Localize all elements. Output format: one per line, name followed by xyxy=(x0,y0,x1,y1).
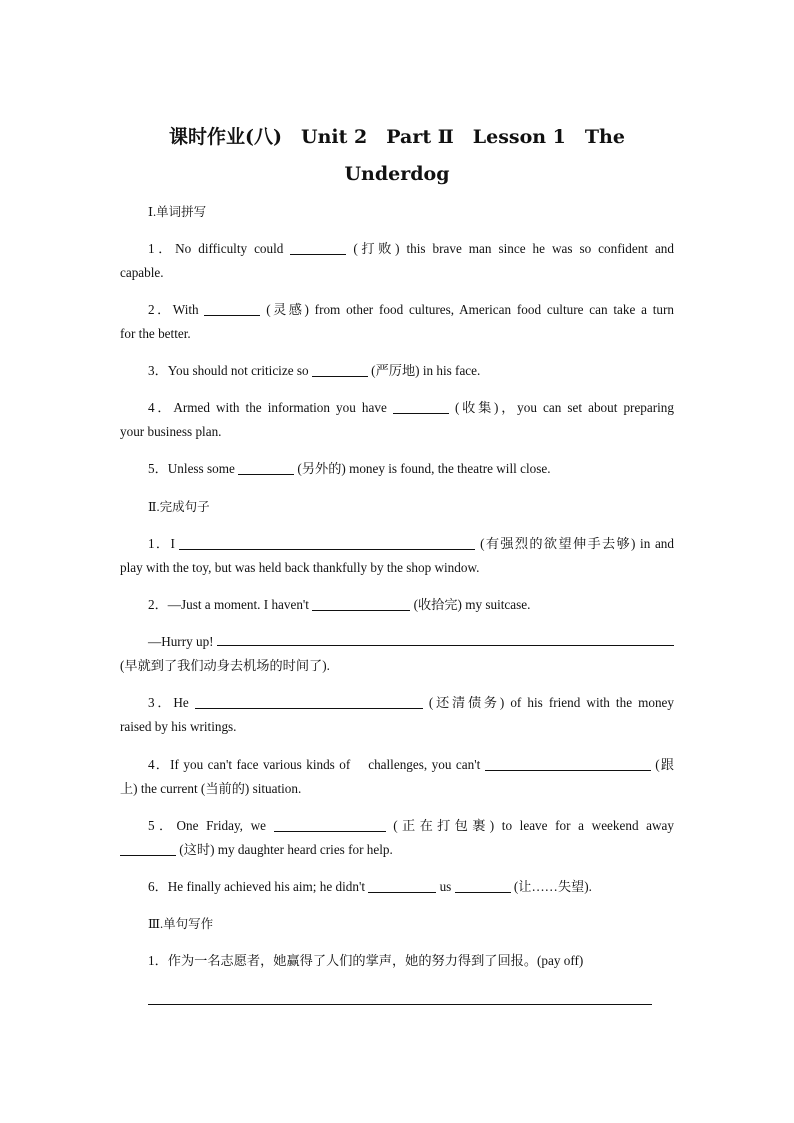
page-title-continued: Underdog xyxy=(344,163,450,185)
answer-blank[interactable] xyxy=(238,460,294,475)
question-1-5 xyxy=(120,457,674,481)
question-number: 5． xyxy=(148,818,177,833)
question-text: (这时) my daughter heard cries for help. xyxy=(176,842,393,857)
section-heading-complete-sentences: Ⅱ.完成句子 xyxy=(148,500,210,514)
question-1-2-continued: for the better. xyxy=(120,326,191,341)
question-text: No difficulty could xyxy=(175,241,291,256)
answer-blank[interactable] xyxy=(290,240,346,255)
question-2-4 xyxy=(120,753,674,777)
question-2-2-reply xyxy=(120,630,674,654)
question-number: 4． xyxy=(148,757,171,772)
question-2-1-continued: play with the toy, but was held back thankfully by the shop window. xyxy=(120,560,480,575)
question-text: (严厉地) in his face. xyxy=(367,363,481,378)
question-number: 1． xyxy=(148,241,176,256)
question-text: (收集)，you can set about preparing xyxy=(448,400,674,415)
question-text: —Just a moment. I haven't xyxy=(167,597,313,612)
question-number: 5． xyxy=(148,461,168,476)
question-text: With xyxy=(172,302,205,317)
question-text: (灵感) from other food cultures, American food culture can take a turn xyxy=(260,302,674,317)
question-text: (收拾完) my suitcase. xyxy=(410,597,531,612)
answer-writing-line[interactable] xyxy=(148,1004,652,1005)
answer-blank[interactable] xyxy=(274,817,386,832)
question-number: 4． xyxy=(148,400,174,415)
question-text: Unless some xyxy=(167,461,239,476)
question-number: 6． xyxy=(148,879,168,894)
question-text: (有强烈的欲望伸手去够) in and xyxy=(475,536,674,551)
question-text: Armed with the information you have xyxy=(173,400,393,415)
question-text: —Hurry up! xyxy=(148,634,217,649)
question-2-2-continued: (早就到了我们动身去机场的时间了). xyxy=(120,658,330,673)
answer-blank[interactable] xyxy=(204,301,260,316)
section-heading-sentence-writing: Ⅲ.单句写作 xyxy=(148,917,214,931)
question-text: (正在打包裹) to leave for a weekend away xyxy=(385,818,675,833)
question-1-2 xyxy=(120,298,674,322)
answer-blank[interactable] xyxy=(120,841,176,856)
page-title: 课时作业(八) Unit 2 Part Ⅱ Lesson 1 The xyxy=(169,126,625,148)
answer-blank[interactable] xyxy=(312,596,410,611)
question-number: 3． xyxy=(148,363,168,378)
answer-blank[interactable] xyxy=(179,535,475,550)
question-1-4-continued: your business plan. xyxy=(120,424,222,439)
question-text: You should not criticize so xyxy=(167,363,312,378)
answer-blank[interactable] xyxy=(455,878,511,893)
question-2-3 xyxy=(120,691,674,715)
answer-blank[interactable] xyxy=(217,631,674,646)
question-text: If you can't face various kinds of challenges, you can't xyxy=(170,757,485,772)
question-number: 2． xyxy=(148,302,173,317)
question-text: (另外的) money is found, the theatre will close. xyxy=(294,461,551,476)
question-1-1 xyxy=(120,237,674,261)
answer-blank[interactable] xyxy=(195,694,423,709)
answer-blank[interactable] xyxy=(312,362,368,377)
question-1-3 xyxy=(120,359,674,383)
question-number: 2． xyxy=(148,597,168,612)
answer-blank[interactable] xyxy=(393,399,449,414)
question-2-5 xyxy=(120,814,674,838)
question-1-1-continued: capable. xyxy=(120,265,164,280)
question-number: 1． xyxy=(148,953,168,968)
answer-blank[interactable] xyxy=(485,756,651,771)
section-heading-word-spelling: Ⅰ.单词拼写 xyxy=(148,205,207,219)
question-2-5-continued xyxy=(120,838,674,862)
question-text: (还清债务) of his friend with the money xyxy=(422,695,675,710)
question-2-1 xyxy=(120,532,674,556)
question-1-4 xyxy=(120,396,674,420)
question-text: He xyxy=(173,695,195,710)
question-text: (跟 xyxy=(650,757,674,772)
question-text: (打败) this brave man since he was so confident and xyxy=(346,241,674,256)
question-2-4-continued: 上) the current (当前的) situation. xyxy=(120,781,302,796)
question-number: 3． xyxy=(148,695,174,710)
question-2-2 xyxy=(120,593,674,617)
question-text: He finally achieved his aim; he didn't xyxy=(167,879,369,894)
question-number: 1． xyxy=(148,536,171,551)
question-2-3-continued: raised by his writings. xyxy=(120,719,237,734)
question-text: I xyxy=(170,536,180,551)
question-3-1 xyxy=(120,949,674,973)
question-text: us xyxy=(436,879,455,894)
question-text: 作为一名志愿者，她赢得了人们的掌声，她的努力得到了回报。(pay off) xyxy=(167,953,584,968)
question-text: One Friday, we xyxy=(176,818,274,833)
question-2-6 xyxy=(120,875,674,899)
question-text: (让……失望). xyxy=(510,879,592,894)
answer-blank[interactable] xyxy=(368,878,436,893)
